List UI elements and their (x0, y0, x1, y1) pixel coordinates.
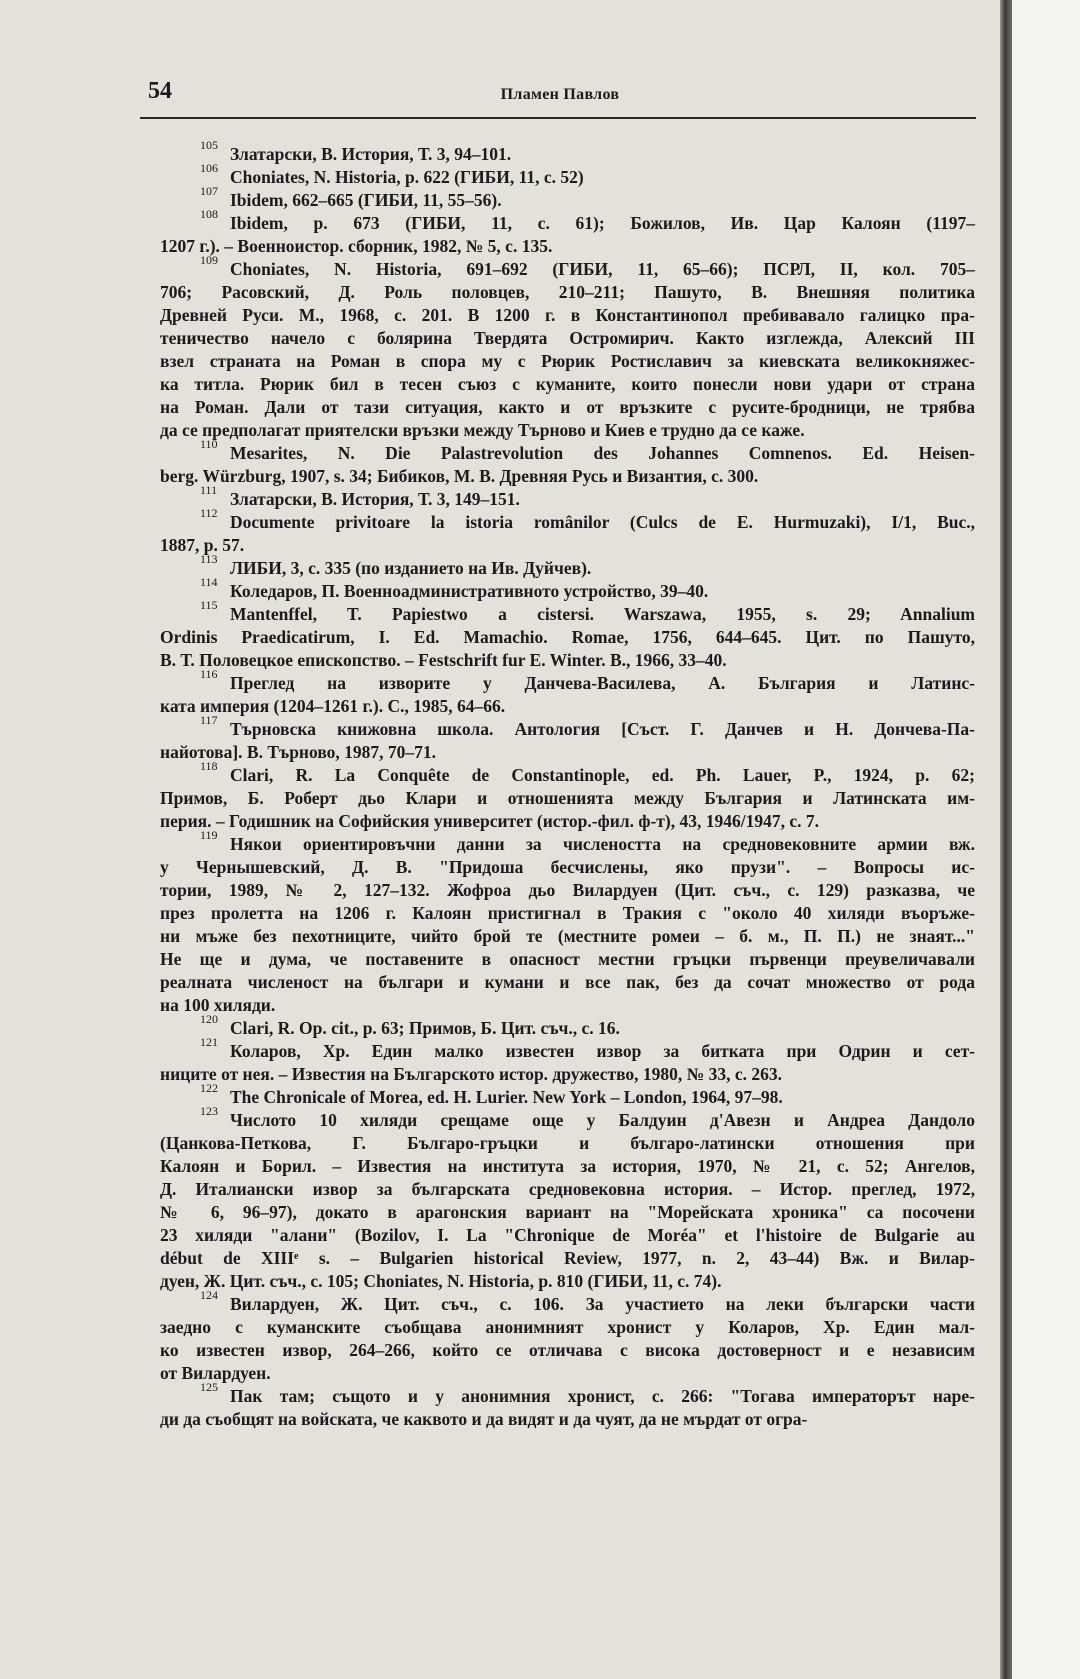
footnote-line (160, 667, 975, 695)
footnote-number: 110 (200, 437, 218, 451)
footnote-text: (Цанкова-Петкова, Г. Българо-гръцки и българо-латински отношения при (160, 1133, 975, 1153)
footnote-125 (160, 1380, 975, 1431)
footnote-line (160, 552, 975, 580)
footnote-line (160, 235, 975, 258)
footnote-line (160, 925, 975, 948)
footnote-text: Documente privitoare la istoria românilor (Culcs de E. Hurmuzaki), I/1, Buc., (230, 512, 975, 532)
footnote-text: теничество начело с болярина Твердята Остромирич. Както изглежда, Алексий III (160, 328, 975, 348)
footnote-number: 119 (200, 828, 218, 842)
footnote-line (160, 138, 975, 166)
footnote-text: The Chronicale of Morea, ed. H. Lurier. New York – London, 1964, 97–98. (230, 1087, 783, 1107)
footnote-text: у Чернышевский, Д. В. "Придоша бесчислены, яко прузи". – Вопросы ис- (160, 857, 975, 877)
footnote-116 (160, 667, 975, 718)
footnote-line (160, 1288, 975, 1316)
footnote-text: Не ще и дума, че поставените в опасност местни гръцки първенци преувеличавали (160, 949, 975, 969)
footnote-line (160, 971, 975, 994)
footnote-text: № 6, 96–97), докато в арагонския вариант на "Морейската хроника" са посочени (160, 1202, 975, 1222)
footnote-line (160, 281, 975, 304)
footnote-line (160, 1178, 975, 1201)
footnote-text: 1207 г.). – Военноистор. сборник, 1982, № 5, с. 135. (160, 236, 553, 256)
footnote-text: през пролетта на 1206 г. Калоян пристигнал в Тракия с "около 40 хиляди въоръже- (160, 903, 975, 923)
footnote-line (160, 810, 975, 833)
footnote-text: Търновска книжовна школа. Антология [Съст. Г. Данчев и Н. Дончева-Па- (230, 719, 975, 739)
footnote-line (160, 304, 975, 327)
footnote-text: berg. Würzburg, 1907, s. 34; Бибиков, М. В. Древняя Русь и Византия, с. 300. (160, 466, 759, 486)
footnote-text: Златарски, В. История, Т. 3, 149–151. (230, 489, 520, 509)
footnote-line (160, 1339, 975, 1362)
footnote-text: Някои ориентировъчни данни за числеността на средновековните армии вж. (230, 834, 975, 854)
footnote-text: Choniates, N. Historia, 691–692 (ГИБИ, 11, 65–66); ПСРЛ, II, кол. 705– (230, 259, 975, 279)
running-title: Пламен Павлов (500, 86, 620, 103)
footnote-number: 112 (200, 506, 218, 520)
footnote-118 (160, 759, 975, 833)
footnote-105 (160, 138, 975, 166)
footnote-text: Древней Руси. М., 1968, с. 201. В 1200 г. в Константинопол пребивавало галицко пра- (160, 305, 975, 325)
footnote-line (160, 787, 975, 810)
footnote-text: 706; Расовский, Д. Роль половцев, 210–211; Пашуто, В. Внешняя политика (160, 282, 975, 302)
footnote-number: 124 (200, 1288, 218, 1302)
scan-background-right (1012, 0, 1080, 1679)
footnote-line (160, 483, 975, 511)
footnote-text: Ordinis Praedicatirum, I. Ed. Mamachio. Romae, 1756, 644–645. Цит. по Пашуто, (160, 627, 975, 647)
footnote-text: взел страната на Роман в спора му с Рюрик Ростиславич за киевската великокняжес- (160, 351, 975, 371)
footnote-number: 113 (200, 552, 218, 566)
footnote-number: 116 (200, 667, 218, 681)
footnote-line (160, 161, 975, 189)
footnote-number: 109 (200, 253, 218, 267)
footnote-text: ди да съобщят на войската, че каквото и да видят и да чуят, да не мърдат от огра- (160, 1409, 808, 1429)
footnote-text: début de XIIIᵉ s. – Bulgarien historical Review, 1977, n. 2, 43–44) Вж. и Вилар- (160, 1248, 975, 1268)
footnote-line (160, 1201, 975, 1224)
footnote-line (160, 350, 975, 373)
footnote-text: Коларов, Хр. Един малко известен извор за битката при Одрин и сет- (230, 1041, 975, 1061)
footnote-text: на Роман. Дали от тази ситуация, както и от връзките с русите-бродници, не трябва (160, 397, 975, 417)
footnote-106 (160, 161, 975, 189)
footnote-line (160, 1035, 975, 1063)
footnote-line (160, 649, 975, 672)
footnote-111 (160, 483, 975, 511)
footnote-number: 122 (200, 1081, 218, 1095)
footnote-line (160, 575, 975, 603)
footnote-text: ката империя (1204–1261 г.). С., 1985, 64–66. (160, 696, 506, 716)
footnote-line (160, 534, 975, 557)
footnote-123 (160, 1104, 975, 1293)
footnote-line (160, 879, 975, 902)
footnote-line (160, 713, 975, 741)
footnote-number: 106 (200, 161, 218, 175)
footnote-number: 105 (200, 138, 218, 152)
footnote-line (160, 856, 975, 879)
footnote-line (160, 994, 975, 1017)
footnote-line (160, 1012, 975, 1040)
footnote-line (160, 1063, 975, 1086)
footnote-line (160, 465, 975, 488)
footnote-108 (160, 207, 975, 258)
footnote-line (160, 506, 975, 534)
footnote-line (160, 1132, 975, 1155)
footnote-number: 115 (200, 598, 218, 612)
footnote-112 (160, 506, 975, 557)
footnote-line (160, 327, 975, 350)
footnote-line (160, 419, 975, 442)
footnote-115 (160, 598, 975, 672)
footnote-120 (160, 1012, 975, 1040)
footnote-107 (160, 184, 975, 212)
footnote-text: Примов, Б. Роберт дьо Клари и отношенията между България и Латинската им- (160, 788, 975, 808)
footnote-text: Mesarites, N. Die Palastrevolution des Johannes Comnenos. Ed. Heisen- (230, 443, 975, 463)
footnote-text: Вилардуен, Ж. Цит. съч., с. 106. За участието на леки български части (230, 1294, 975, 1314)
footnote-text: 23 хиляди "алани" (Bozilov, I. La "Chronique de Moréa" et l'histoire de Bulgarie au (160, 1225, 975, 1245)
footnote-text: реалната численост на българи и кумани и все пак, без да сочат множество от рода (160, 972, 975, 992)
footnote-114 (160, 575, 975, 603)
footnote-line (160, 437, 975, 465)
footnote-text: Clari, R. La Conquête de Constantinople, ed. Ph. Lauer, P., 1924, p. 62; (230, 765, 975, 785)
footnote-text: Clari, R. Op. cit., p. 63; Примов, Б. Цит. съч., с. 16. (230, 1018, 620, 1038)
footnote-110 (160, 437, 975, 488)
footnote-text: перия. – Годишник на Софийския университет (истор.-фил. ф-т), 43, 1946/1947, с. 7. (160, 811, 819, 831)
footnote-124 (160, 1288, 975, 1385)
footnote-text: ни мъже без пехотниците, чийто брой те (местните ромеи – б. м., П. П.) не знаят..." (160, 926, 975, 946)
footnote-text: ниците от нея. – Известия на Българското истор. дружество, 1980, № 33, с. 263. (160, 1064, 783, 1084)
footnote-text: Преглед на изворите у Данчева-Василева, А. България и Латинс- (230, 673, 975, 693)
footnote-text: Mantenffel, T. Papiestwo a cistersi. Warszawa, 1955, s. 29; Annalium (230, 604, 975, 624)
footnote-line (160, 396, 975, 419)
footnote-text: Пак там; същото и у анонимния хронист, с. 266: "Тогава императорът наре- (230, 1386, 975, 1406)
footnote-121 (160, 1035, 975, 1086)
footnote-line (160, 695, 975, 718)
footnote-text: Числото 10 хиляди срещаме още у Балдуин д'Авезн и Андреа Дандоло (230, 1110, 975, 1130)
footnote-number: 107 (200, 184, 218, 198)
footnote-line (160, 1270, 975, 1293)
footnote-number: 123 (200, 1104, 218, 1118)
footnote-line (160, 1316, 975, 1339)
footnote-line (160, 1408, 975, 1431)
footnote-text: ка титла. Рюрик бил в тесен съюз с куманите, които понесли нови удари от страна (160, 374, 975, 394)
footnote-line (160, 741, 975, 764)
footnote-text: от Вилардуен. (160, 1363, 271, 1383)
footnote-text: Д. Италиански извор за българската средновековна история. – Истор. преглед, 1972, (160, 1179, 975, 1199)
footnote-text: Златарски, В. История, Т. 3, 94–101. (230, 144, 512, 164)
footnote-number: 118 (200, 759, 218, 773)
footnote-text: на 100 хиляди. (160, 995, 276, 1015)
footnote-line (160, 373, 975, 396)
footnote-text: ЛИБИ, 3, с. 335 (по изданието на Ив. Дуйчев). (230, 558, 592, 578)
footnote-text: да се предполагат приятелски връзки между Търново и Киев е трудно да се каже. (160, 420, 805, 440)
footnote-line (160, 1247, 975, 1270)
footnote-number: 120 (200, 1012, 218, 1026)
footnote-line (160, 1081, 975, 1109)
header-rule (140, 117, 976, 119)
page-number: 54 (148, 78, 172, 104)
footnote-text: Ibidem, 662–665 (ГИБИ, 11, 55–56). (230, 190, 502, 210)
footnote-number: 108 (200, 207, 218, 221)
footnote-number: 121 (200, 1035, 218, 1049)
page-edge (1000, 0, 1012, 1679)
footnote-line (160, 626, 975, 649)
footnote-text: В. Т. Половецкое епископство. – Festschrift fur E. Winter. B., 1966, 33–40. (160, 650, 727, 670)
footnote-text: заедно с куманските съобщава анонимният хронист у Коларов, Хр. Един мал- (160, 1317, 975, 1337)
footnote-text: Коледаров, П. Военноадминистративното устройство, 39–40. (230, 581, 709, 601)
footnote-line (160, 1380, 975, 1408)
footnote-117 (160, 713, 975, 764)
footnote-line (160, 759, 975, 787)
footnote-number: 114 (200, 575, 218, 589)
footnotes-list (160, 138, 975, 1431)
footnote-text: 1887, p. 57. (160, 535, 245, 555)
footnote-text: ко известен извор, 264–266, който се отличава с висока достоверност и е независим (160, 1340, 975, 1360)
footnote-line (160, 598, 975, 626)
footnote-line (160, 1104, 975, 1132)
footnote-text: найотова]. В. Търново, 1987, 70–71. (160, 742, 437, 762)
footnote-113 (160, 552, 975, 580)
footnote-122 (160, 1081, 975, 1109)
footnote-text: дуен, Ж. Цит. съч., с. 105; Choniates, N. Historia, p. 810 (ГИБИ, 11, с. 74). (160, 1271, 722, 1291)
footnote-number: 125 (200, 1380, 218, 1394)
footnote-line (160, 1362, 975, 1385)
footnote-line (160, 948, 975, 971)
footnote-line (160, 828, 975, 856)
footnote-line (160, 207, 975, 235)
footnote-109 (160, 253, 975, 442)
footnote-text: Ibidem, p. 673 (ГИБИ, 11, с. 61); Божилов, Ив. Цар Калоян (1197– (230, 213, 975, 233)
footnote-line (160, 253, 975, 281)
footnote-119 (160, 828, 975, 1017)
footnote-text: Калоян и Борил. – Известия на института за история, 1970, № 21, с. 52; Ангелов, (160, 1156, 975, 1176)
footnote-line (160, 1224, 975, 1247)
footnote-line (160, 902, 975, 925)
footnote-number: 111 (200, 483, 218, 497)
footnote-text: тории, 1989, № 2, 127–132. Жофроа дьо Вилардуен (Цит. съч., с. 129) разказва, че (160, 880, 975, 900)
footnote-number: 117 (200, 713, 218, 727)
footnote-line (160, 184, 975, 212)
footnote-line (160, 1155, 975, 1178)
footnote-text: Choniates, N. Historia, p. 622 (ГИБИ, 11, с. 52) (230, 167, 584, 187)
